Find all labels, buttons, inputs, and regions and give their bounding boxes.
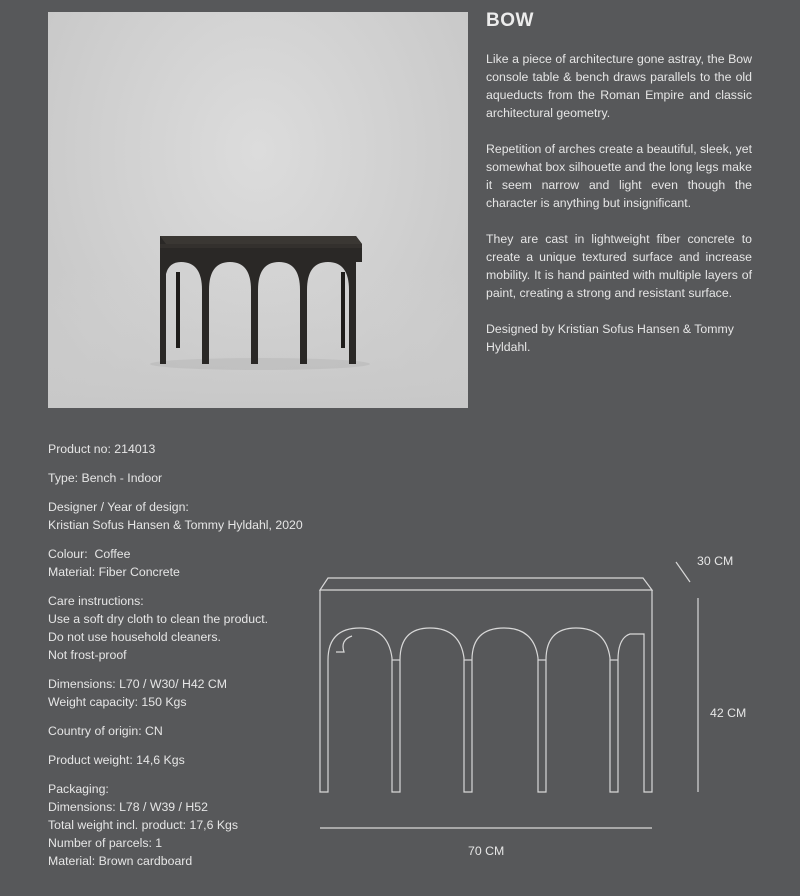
spec-line: Type: Bench - Indoor	[48, 471, 163, 485]
product-description	[486, 50, 752, 374]
depth-indicator-line	[676, 562, 690, 582]
spec-line: Weight capacity: 150 Kgs	[48, 695, 187, 709]
bench-body-outline	[320, 590, 652, 792]
depth-label: 30 CM	[697, 554, 734, 568]
spec-line: Colour: Coffee	[48, 547, 131, 561]
height-label: 42 CM	[710, 706, 747, 720]
spec-line: Material: Brown cardboard	[48, 854, 193, 868]
spec-line: Dimensions: L78 / W39 / H52	[48, 800, 208, 814]
spec-line: Care instructions:	[48, 594, 144, 608]
dimension-drawing	[300, 560, 760, 840]
spec-line: Use a soft dry cloth to clean the product.	[48, 612, 269, 626]
description-paragraph: They are cast in lightweight fiber concrete to create a unique textured surface and increase mobility. It is hand painted with multiple layers of paint, creating a strong and resistant surface.	[486, 232, 752, 300]
spec-product-no	[48, 440, 348, 458]
spec-line: Not frost-proof	[48, 648, 127, 662]
spec-line: Country of origin: CN	[48, 724, 163, 738]
spec-line: Number of parcels: 1	[48, 836, 163, 850]
spec-line: Material: Fiber Concrete	[48, 565, 180, 579]
spec-line: Packaging:	[48, 782, 109, 796]
spec-line: Kristian Sofus Hansen & Tommy Hyldahl, 2020	[48, 518, 303, 532]
description-paragraph: Repetition of arches create a beautiful, sleek, yet somewhat box silhouette and the long legs make it seem narrow and light even though the character is anything but insignificant.	[486, 142, 752, 210]
spec-line: Dimensions: L70 / W30/ H42 CM	[48, 677, 228, 691]
spec-type	[48, 469, 348, 487]
bench-illustration	[48, 12, 468, 408]
spec-line: Total weight incl. product: 17,6 Kgs	[48, 818, 239, 832]
description-paragraph: Like a piece of architecture gone astray, the Bow console table & bench draws parallels to the old aqueducts from the Roman Empire and classic architectural geometry.	[486, 52, 752, 120]
back-leg-line	[336, 636, 352, 652]
product-photo	[48, 12, 468, 408]
product-title: BOW	[486, 10, 534, 31]
spec-line: Do not use household cleaners.	[48, 630, 221, 644]
spec-line: Product no: 214013	[48, 442, 156, 456]
spec-line: Product weight: 14,6 Kgs	[48, 753, 185, 767]
length-label: 70 CM	[468, 844, 505, 858]
spec-designer	[48, 498, 348, 534]
description-paragraph: Designed by Kristian Sofus Hansen & Tommy Hyldahl.	[486, 322, 734, 354]
spec-line: Designer / Year of design:	[48, 500, 189, 514]
bench-top-outline	[320, 578, 652, 590]
